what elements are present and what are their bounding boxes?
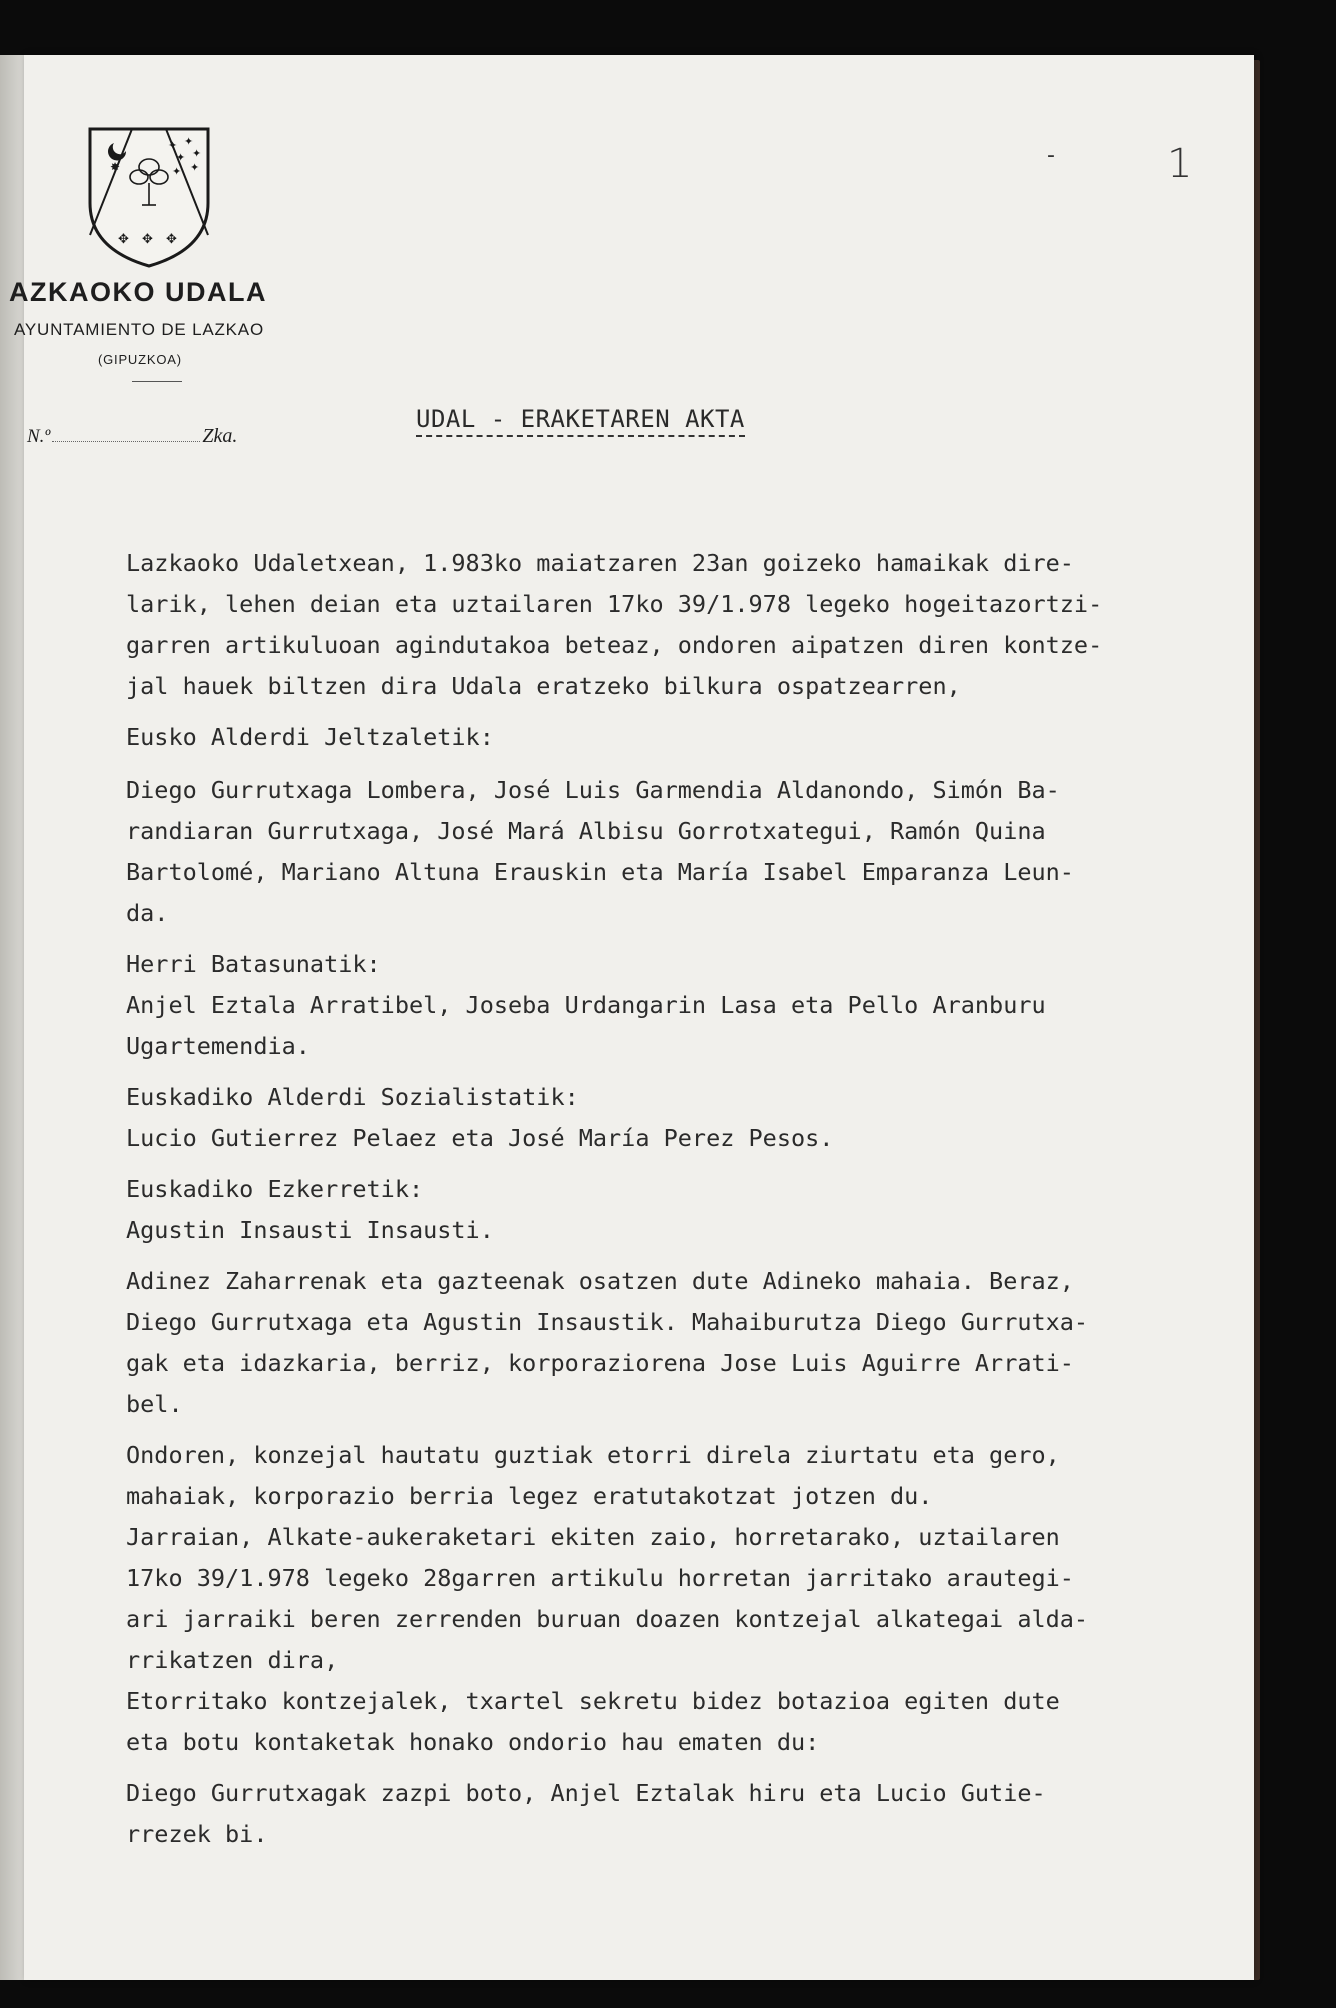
org-name: AZKAOKO UDALA xyxy=(9,277,267,307)
age-table-paragraph: Adinez Zaharrenak eta gazteenak osatzen dute Adineko mahaia. Beraz, Diego Gurrutxaga eta Agustin Insaustik. Mahaiburutza Diego Gurrutxa- gak eta idazkaria, berriz, korporaziorena Jose Luis Aguirre Arrati- bel. xyxy=(126,1267,1089,1418)
municipal-crest-icon xyxy=(84,125,214,270)
number-suffix: Zka. xyxy=(202,425,238,447)
document-page xyxy=(9,55,1254,1980)
svg-text:✸: ✸ xyxy=(110,160,121,174)
divider xyxy=(132,381,182,382)
svg-text:✦: ✦ xyxy=(176,151,186,164)
svg-text:✦: ✦ xyxy=(168,139,178,152)
intro-paragraph: Lazkaoko Udaletxean, 1.983ko maiatzaren 23an goizeko hamaikak dire- larik, lehen deian eta uztailaren 17ko 39/1.978 legeko hogeitazortzi- garren artikuluoan agindutakoa beteaz, ondoren aipatzen diren kontze- jal hauek biltzen dira Udala eratzeko bilkura ospatzearren, xyxy=(126,549,1103,700)
party-heading: Herri Batasunatik: xyxy=(126,950,381,978)
result-paragraph: Diego Gurrutxagak zazpi boto, Anjel Eztalak hiru eta Lucio Gutie- rrezek bi. xyxy=(126,1779,1046,1848)
svg-text:✦: ✦ xyxy=(184,135,194,148)
page-mark: - xyxy=(1047,143,1055,168)
svg-text:✦: ✦ xyxy=(192,147,202,160)
party-members: Anjel Eztala Arratibel, Joseba Urdangarin Lasa eta Pello Aranburu Ugartemendia. xyxy=(126,991,1046,1060)
party-heading: Euskadiko Ezkerretik: xyxy=(126,1175,424,1203)
svg-text:✥: ✥ xyxy=(142,232,153,247)
document-title: UDAL - ERAKETAREN AKTA xyxy=(416,405,745,437)
svg-text:✦: ✦ xyxy=(172,165,182,178)
party-members: Agustin Insausti Insausti. xyxy=(126,1216,494,1244)
svg-text:✦: ✦ xyxy=(190,161,200,174)
org-region: (GIPUZKOA) xyxy=(98,352,182,367)
election-paragraph: Ondoren, konzejal hautatu guztiak etorri direla ziurtatu eta gero, mahaiak, korporazio berria legez eratutakotzat jotzen du. Jarraian, Alkate-aukeraketari ekiten zaio, horretarako, uztailaren 17ko 39/1.978 legeko 28garren artikulu horretan jarritako arautegi- ari jarraiki beren zerrenden buruan doazen kontzejal alkategai alda- rrikatzen dira, Etorritako kontzejalek, txartel sekretu bidez botazioa egiten dute eta botu kontaketak honako ondorio hau ematen du: xyxy=(126,1441,1089,1756)
party-heading: Eusko Alderdi Jeltzaletik: xyxy=(126,723,494,751)
document-body xyxy=(126,543,1266,1865)
page-number: 1 xyxy=(1167,141,1193,187)
party-members: Lucio Gutierrez Pelaez eta José María Perez Pesos. xyxy=(126,1124,834,1152)
svg-text:✥: ✥ xyxy=(118,232,129,247)
svg-text:✥: ✥ xyxy=(166,232,177,247)
org-name-sub: AYUNTAMIENTO DE LAZKAO xyxy=(14,320,264,339)
binding-edge xyxy=(0,55,24,1980)
number-dotted-line xyxy=(52,427,200,442)
number-field xyxy=(27,425,237,448)
party-members: Diego Gurrutxaga Lombera, José Luis Garmendia Aldanondo, Simón Ba- randiaran Gurrutxaga, José Mará Albisu Gorrotxategui, Ramón Quina Bartolomé, Mariano Altuna Erauskin eta María Isabel Emparanza Leun- da. xyxy=(126,776,1074,927)
party-heading: Euskadiko Alderdi Sozialistatik: xyxy=(126,1083,579,1111)
number-label: N.º xyxy=(27,426,51,447)
